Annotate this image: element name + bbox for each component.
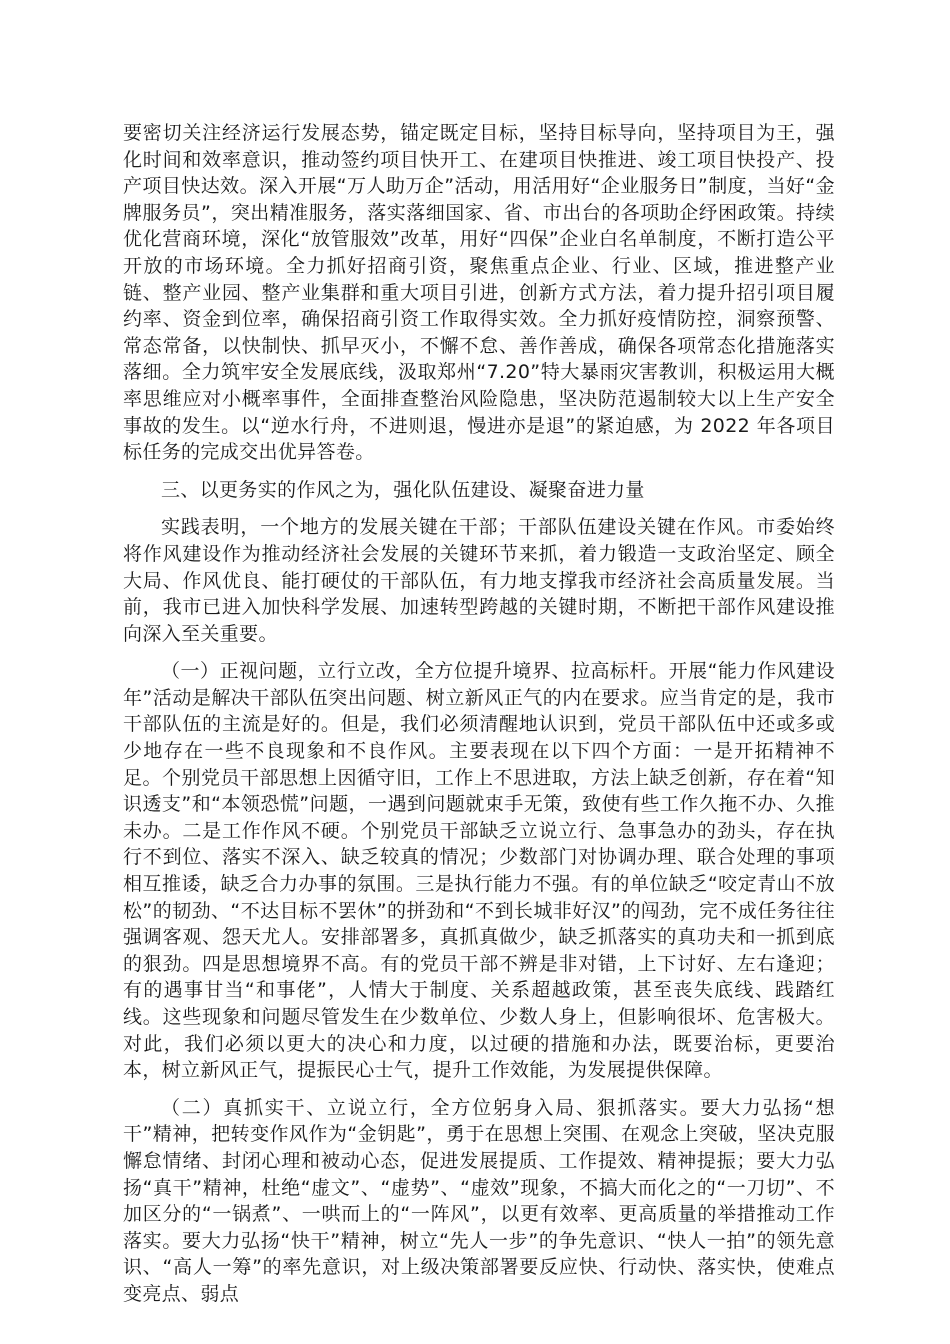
section-heading-three: 三、以更务实的作风之为，强化队伍建设、凝聚奋进力量 <box>161 478 645 501</box>
paragraph-practice-shows: 实践表明，一个地方的发展关键在干部；干部队伍建设关键在作风。市委始终将作风建设作为推动经济社会发展的关键环节来抓，着力锻造一支政治坚定、顾全大局、作风优良、能打硬仗的干部队伍，有力地支撑我市经济社会高质量发展。当前，我市已进入加快科学发展、加速转型跨越的关键时期，不断把干部作风建设推向深入至关重要。 <box>123 516 835 645</box>
document-page <box>123 120 835 1308</box>
paragraph-subsection-two: （二）真抓实干、立说立行，全方位躬身入局、狠抓落实。要大力弘扬“想干”精神，把转变作风作为“金钥匙”，勇于在思想上突围、在观念上突破，坚决克服懈怠情绪、封闭心理和被动心态，促进发展提质、工作提效、精神提振；要大力弘扬“真干”精神，杜绝“虚文”、“虚势”、“虚效”现象，不搞大而化之的“一刀切”、不加区分的“一锅煮”、一哄而上的“一阵风”，以更有效率、更高质量的举措推动工作落实。要大力弘扬“快干”精神，树立“先人一步”的争先意识、“快人一拍”的领先意识、“高人一筹”的率先意识，对上级决策部署要反应快、行动快、落实快，使难点变亮点、弱点 <box>123 1096 835 1305</box>
paragraph-economy-continuation: 要密切关注经济运行发展态势，锚定既定目标，坚持目标导向，坚持项目为王，强化时间和效率意识，推动签约项目快开工、在建项目快推进、竣工项目快投产、投产项目快达效。深入开展“万人助万企”活动，用活用好“企业服务日”制度，当好“金牌服务员”，突出精准服务，落实落细国家、省、市出台的各项助企纾困政策。持续优化营商环境，深化“放管服效”改革，用好“四保”企业白名单制度，不断打造公平开放的市场环境。全力抓好招商引资，聚焦重点企业、行业、区域，推进整产业链、整产业园、整产业集群和重大项目引进，创新方式方法，着力提升招引项目履约率、资金到位率，确保招商引资工作取得实效。全力抓好疫情防控，洞察预警、常态常备，以快制快、抓早灭小，不懈不怠、善作善成，确保各项常态化措施落实落细。全力筑牢安全发展底线，汲取郑州“7.20”特大暴雨灾害教训，积极运用大概率思维应对小概率事件，全面排查整治风险隐患，坚决防范遏制较大以上生产安全事故的发生。以“逆水行舟，不进则退，慢进亦是退”的紧迫感，为 2022 年各项目标任务的完成交出优异答卷。 <box>123 122 835 464</box>
paragraph-subsection-one: （一）正视问题，立行立改，全方位提升境界、拉高标杆。开展“能力作风建设年”活动是解决干部队伍突出问题、树立新风正气的内在要求。应当肯定的是，我市干部队伍的主流是好的。但是，我们必须清醒地认识到，党员干部队伍中还或多或少地存在一些不良现象和不良作风。主要表现在以下四个方面：一是开拓精神不足。个别党员干部思想上因循守旧，工作上不思进取，方法上缺乏创新，存在着“知识透支”和“本领恐慌”问题，一遇到问题就束手无策，致使有些工作久拖不办、久推未办。二是工作作风不硬。个别党员干部缺乏立说立行、急事急办的劲头，存在执行不到位、落实不深入、缺乏较真的情况；少数部门对协调办理、联合处理的事项相互推诿，缺乏合力办事的氛围。三是执行能力不强。有的单位缺乏“咬定青山不放松”的韧劲、“不达目标不罢休”的拼劲和“不到长城非好汉”的闯劲，完不成任务往往强调客观、怨天尤人。安排部署多，真抓真做少，缺乏抓落实的真功夫和一抓到底的狠劲。四是思想境界不高。有的党员干部不辨是非对错，上下讨好、左右逢迎；有的遇事甘当“和事佬”，人情大于制度、关系超越政策，甚至丧失底线、践踏红线。这些现象和问题尽管发生在少数单位、少数人身上，但影响很坏、危害极大。对此，我们必须以更大的决心和力度，以过硬的措施和办法，既要治标，更要治本，树立新风正气，提振民心士气，提升工作效能，为发展提供保障。 <box>123 660 835 1082</box>
